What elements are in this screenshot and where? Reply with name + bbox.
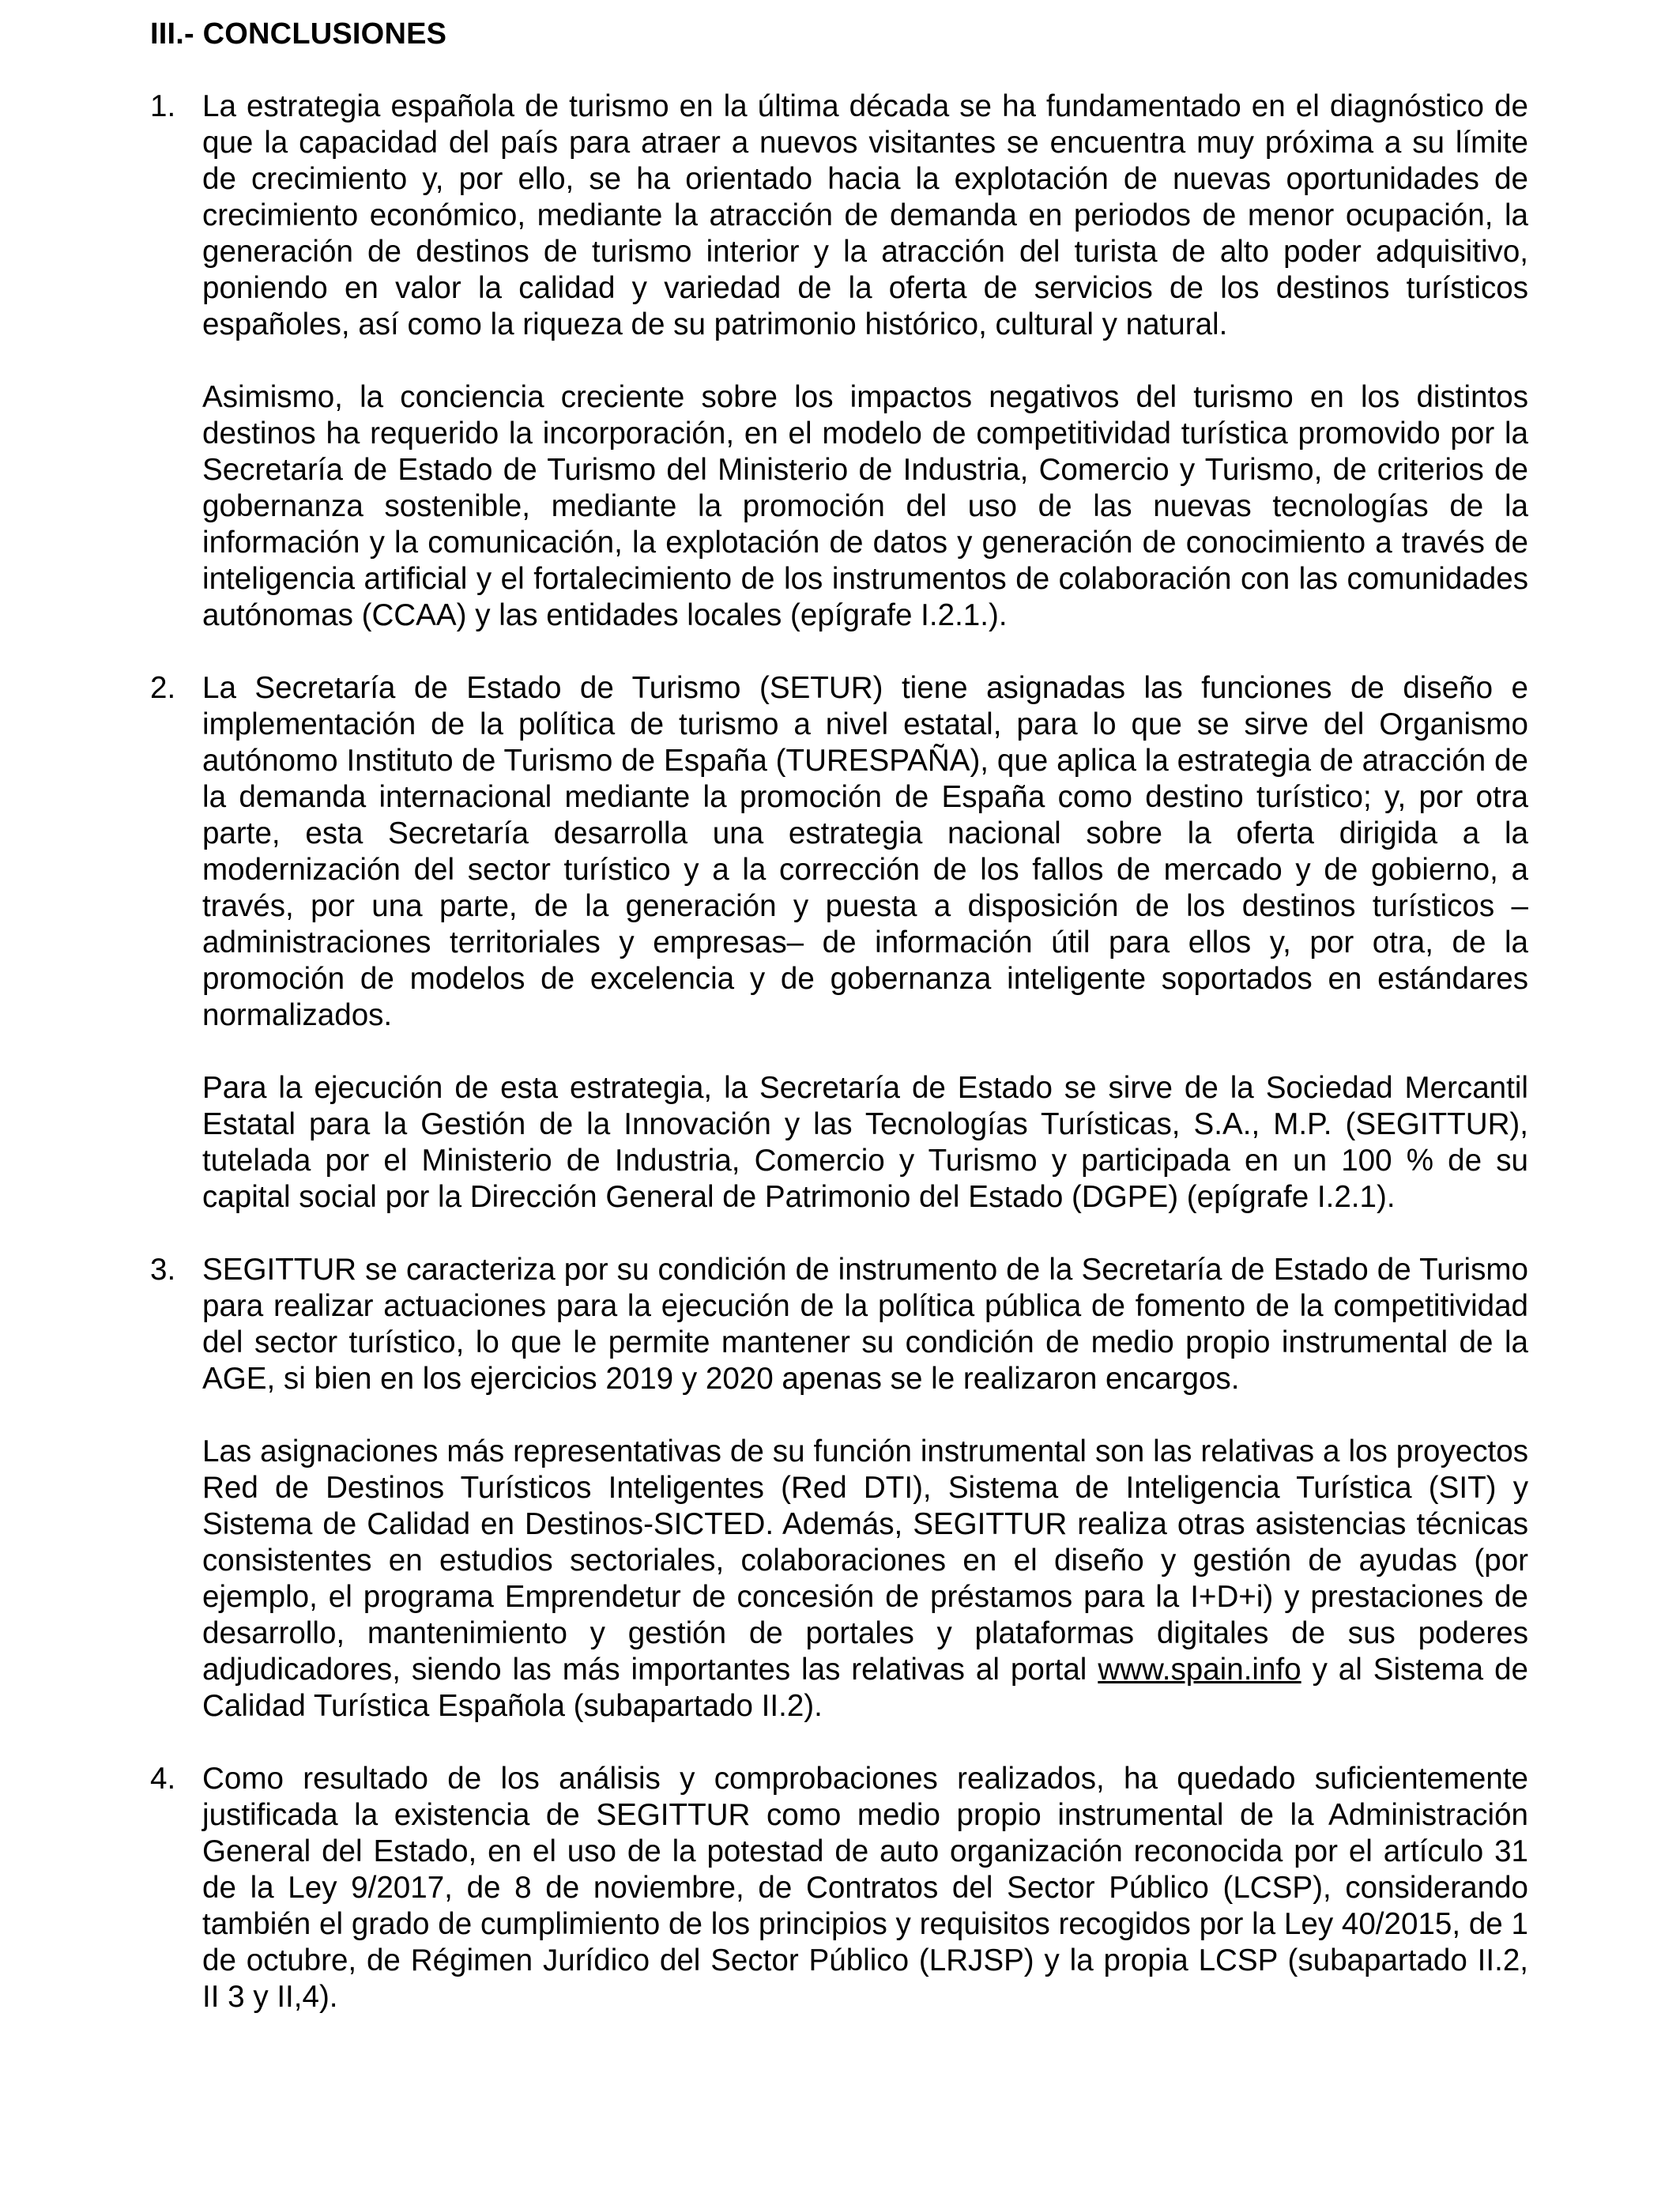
spain-info-link[interactable]: www.spain.info [1098, 1653, 1301, 1687]
paragraph: SEGITTUR se caracteriza por su condición de instrumento de la Secretaría de Estado de Turismo para realizar actuaciones para la ejecución de la política pública de fomento de la competitividad del sector turístico, lo que le permite mantener su condición de medio propio instrumental de la AGE, si bien en los ejercicios 2019 y 2020 apenas se le realizaron encargos. [202, 1253, 1528, 1396]
paragraph: La estrategia española de turismo en la última década se ha fundamentado en el diagnóstico de que la capacidad del país para atraer a nuevos visitantes se encuentra muy próxima a su límite de crecimiento y, por ello, se ha orientado hacia la explotación de nuevas oportunidades de crecimiento económico, mediante la atracción de demanda en periodos de menor ocupación, la generación de destinos de turismo interior y la atracción del turista de alto poder adquisitivo, poniendo en valor la calidad y variedad de la oferta de servicios de los destinos turísticos españoles, así como la riqueza de su patrimonio histórico, cultural y natural. [202, 89, 1528, 341]
item-number: 1. [150, 89, 176, 123]
conclusion-item-2 [150, 670, 1528, 1216]
item-number: 4. [150, 1762, 176, 1796]
paragraph: La Secretaría de Estado de Turismo (SETUR) tiene asignadas las funciones de diseño e implementación de la política de turismo a nivel estatal, para lo que se sirve del Organismo autónomo Instituto de Turismo de España (TURESPAÑA), que aplica la estrategia de atracción de la demanda internacional mediante la promoción de España como destino turístico; y, por otra parte, esta Secretaría desarrolla una estrategia nacional sobre la oferta dirigida a la modernización del sector turístico y a la corrección de los fallos de mercado y de gobierno, a través, por una parte, de la generación y puesta a disposición de los destinos turísticos –administraciones territoriales y empresas– de información útil para ellos y, por otra, de la promoción de modelos de excelencia y de gobernanza inteligente soportados en estándares normalizados. [202, 671, 1528, 1032]
paragraph: Asimismo, la conciencia creciente sobre los impactos negativos del turismo en los distintos destinos ha requerido la incorporación, en el modelo de competitividad turística promovido por la Secretaría de Estado de Turismo del Ministerio de Industria, Comercio y Turismo, de criterios de gobernanza sostenible, mediante la promoción del uso de las nuevas tecnologías de la información y la comunicación, la explotación de datos y generación de conocimiento a través de inteligencia artificial y el fortalecimiento de los instrumentos de colaboración con las comunidades autónomas (CCAA) y las entidades locales (epígrafe I.2.1.). [202, 380, 1528, 632]
paragraph: Para la ejecución de esta estrategia, la Secretaría de Estado se sirve de la Sociedad Mercantil Estatal para la Gestión de la Innovación y las Tecnologías Turísticas, S.A., M.P. (SEGITTUR), tutelada por el Ministerio de Industria, Comercio y Turismo y participada en un 100 % de su capital social por la Dirección General de Patrimonio del Estado (DGPE) (epígrafe I.2.1). [202, 1071, 1528, 1214]
conclusion-item-3 [150, 1252, 1528, 1725]
item-number: 2. [150, 671, 176, 705]
section-heading: III.- CONCLUSIONES [150, 17, 447, 51]
paragraph: Como resultado de los análisis y comprobaciones realizados, ha quedado suficientemente justificada la existencia de SEGITTUR como medio propio instrumental de la Administración General del Estado, en el uso de la potestad de auto organización reconocida por el artículo 31 de la Ley 9/2017, de 8 de noviembre, de Contratos del Sector Público (LCSP), considerando también el grado de cumplimiento de los principios y requisitos recogidos por la Ley 40/2015, de 1 de octubre, de Régimen Jurídico del Sector Público (LRJSP) y la propia LCSP (subapartado II.2, II 3 y II,4). [202, 1762, 1528, 2014]
conclusions-list [150, 89, 1528, 2015]
conclusion-item-1 [150, 89, 1528, 634]
conclusion-item-4 [150, 1761, 1528, 2015]
paragraph-text: y al Sistema de Calidad Turística Española (subapartado II.2). [202, 1653, 1528, 1723]
paragraph-with-link [202, 1434, 1528, 1725]
paragraph-text: Las asignaciones más representativas de su función instrumental son las relativas a los proyectos Red de Destinos Turísticos Inteligentes (Red DTI), Sistema de Inteligencia Turística (SIT) y Sistema de Calidad en Destinos-SICTED. Además, SEGITTUR realiza otras asistencias técnicas consistentes en estudios sectoriales, colaboraciones en el diseño y gestión de ayudas (por ejemplo, el programa Emprendetur de concesión de préstamos para la I+D+i) y prestaciones de desarrollo, mantenimiento y gestión de portales y plataformas digitales de sus poderes adjudicadores, siendo las más importantes las relativas al portal [202, 1434, 1528, 1687]
item-number: 3. [150, 1253, 176, 1287]
